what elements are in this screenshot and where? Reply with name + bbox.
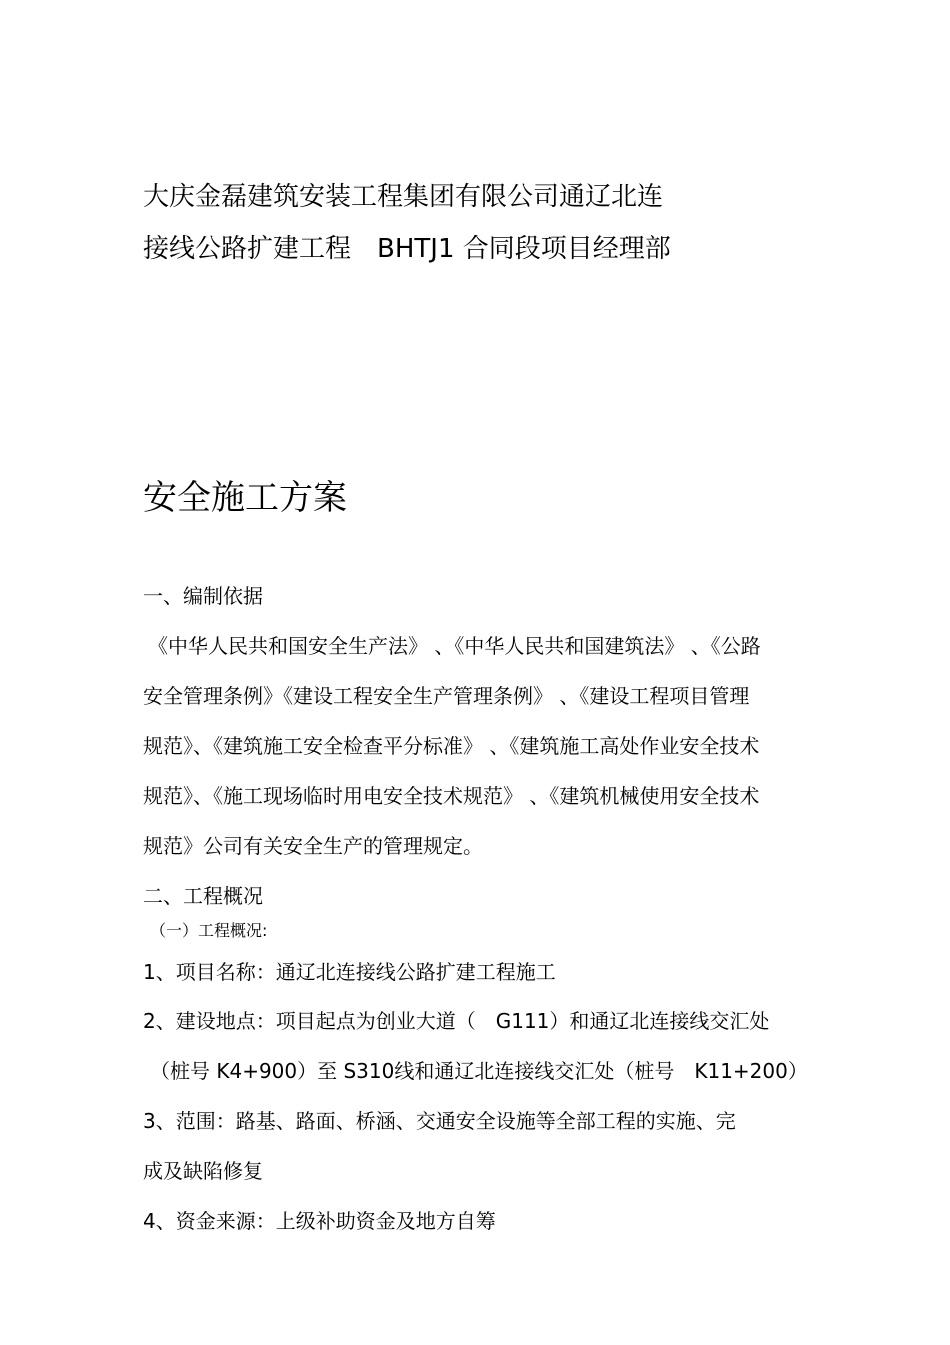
sub-heading-overview: （一）工程概况: bbox=[150, 921, 268, 940]
basis-line-2: 安全管理条例》《建设工程安全生产管理条例》 、《建设工程项目管理 bbox=[143, 684, 750, 708]
overview-item-2-cont: （桩号 K4+900）至 S310线和通辽北连接线交汇处（桩号 K11+200） bbox=[150, 1059, 808, 1083]
section-heading-overview: 二、工程概况 bbox=[143, 884, 263, 908]
overview-item-4: 4、资金来源：上级补助资金及地方自筹 bbox=[143, 1209, 496, 1233]
section-heading-basis: 一、编制依据 bbox=[143, 584, 263, 608]
header-line-2: 接线公路扩建工程 BHTJ1 合同段项目经理部 bbox=[143, 234, 671, 264]
basis-line-3: 规范》、《建筑施工安全检查平分标准》 、《建筑施工高处作业安全技术 bbox=[143, 734, 760, 758]
overview-item-3: 3、范围：路基、路面、桥涵、交通安全设施等全部工程的实施、完 bbox=[143, 1109, 736, 1133]
overview-item-1: 1、项目名称：通辽北连接线公路扩建工程施工 bbox=[143, 960, 556, 984]
overview-item-2: 2、建设地点：项目起点为创业大道（ G111）和通辽北连接线交汇处 bbox=[143, 1009, 770, 1033]
basis-line-4: 规范》、《施工现场临时用电安全技术规范》 、《建筑机械使用安全技术 bbox=[143, 784, 760, 808]
document-title: 安全施工方案 bbox=[143, 478, 347, 518]
overview-item-3-cont: 成及缺陷修复 bbox=[143, 1159, 263, 1183]
basis-line-5: 规范》公司有关安全生产的管理规定。 bbox=[143, 834, 483, 858]
basis-line-1: 《中华人民共和国安全生产法》 、《中华人民共和国建筑法》 、《公路 bbox=[148, 634, 761, 658]
header-line-1: 大庆金磊建筑安装工程集团有限公司通辽北连 bbox=[143, 182, 664, 212]
